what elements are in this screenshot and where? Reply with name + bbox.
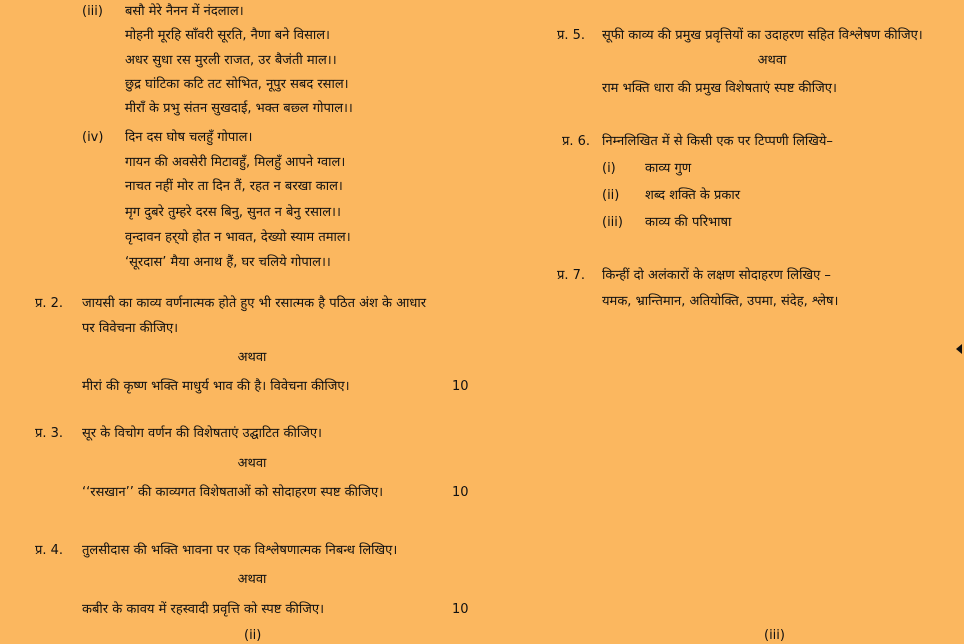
- q6-item-text-1: काव्य गुण: [645, 161, 692, 176]
- q1-iv-line-1: दिन दस घोष चलहुँ गोपाल।: [125, 130, 253, 145]
- q1-iv-line-4: मृग दुबरे तुम्हरे दरस बिनु, सुनत न बेनु रसाल।।: [125, 205, 341, 220]
- q1-iv-line-6: ‘सूरदास’ मैया अनाथ हैं, घर चलिये गोपाल।।: [125, 255, 331, 270]
- caret-left-icon: [955, 344, 963, 354]
- q3-question: सूर के विचोग वर्णन की विशेषताएं उद्घाटित कीजिए।: [82, 426, 322, 441]
- q3-number: प्र. 3.: [35, 426, 64, 441]
- q1-iii-label: (iii): [82, 4, 103, 19]
- q2-number: प्र. 2.: [35, 296, 64, 311]
- footer-marker-right: (iii): [764, 628, 785, 643]
- q2-alternative: मीरां की कृष्ण भक्ति माधुर्य भाव की है। विवेचना कीजिए।: [82, 379, 350, 394]
- q4-or: अथवा: [237, 572, 267, 587]
- q1-iii-line-5: मीराँ के प्रभु संतन सुखदाई, भक्त बछ्ल गोपाल।।: [125, 101, 353, 116]
- q6-item-label-2: (ii): [602, 188, 620, 203]
- footer-marker-left: (ii): [244, 628, 262, 643]
- q6-item-label-3: (iii): [602, 215, 623, 230]
- q4-alternative: कबीर के कावय में रहस्वादी प्रवृत्ति को स्पष्ट कीजिए।: [82, 602, 325, 617]
- q1-iv-label: (iv): [82, 130, 104, 145]
- q3-marks: 10: [452, 485, 469, 500]
- q1-iv-line-2: गायन की अवसेरी मिटावहुँ, मिलहुँ आपने ग्वाल।: [125, 155, 346, 170]
- q6-number: प्र. 6.: [562, 134, 591, 149]
- q6-item-text-2: शब्द शक्ति के प्रकार: [645, 188, 741, 203]
- q5-number: प्र. 5.: [557, 28, 586, 43]
- q1-iii-line-3: अधर सुधा रस मुरली राजत, उर बैजंती माल।।: [125, 53, 337, 68]
- q2-question-line-2: पर विवेचना कीजिए।: [82, 321, 179, 336]
- q1-iv-line-5: वृन्दावन हर्‌यो होत न भावत, देख्यो स्याम तमाल।: [125, 230, 351, 245]
- q1-iii-line-1: बसौ मेरे नैनन में नंदलाल।: [125, 4, 244, 19]
- q1-iv-line-3: नाचत नहीं मोर ता दिन तैं, रहत न बरखा काल।: [125, 179, 343, 194]
- q7-number: प्र. 7.: [557, 268, 586, 283]
- q5-question: सूफी काव्य की प्रमुख प्रवृत्तियों का उदाहरण सहित विश्लेषण कीजिए।: [602, 28, 923, 43]
- q2-question-line-1: जायसी का काव्य वर्णनात्मक होते हुए भी रसात्मक है पठित अंश के आधार: [82, 296, 427, 311]
- q6-item-label-1: (i): [602, 161, 616, 176]
- q4-marks: 10: [452, 602, 469, 617]
- q2-marks: 10: [452, 379, 469, 394]
- q3-or: अथवा: [237, 456, 267, 471]
- q2-or: अथवा: [237, 350, 267, 365]
- q5-alternative: राम भक्ति धारा की प्रमुख विशेषताएं स्पष्ट कीजिए।: [602, 81, 837, 96]
- q1-iii-line-4: छुद्र घांटिका कटि तट सोभित, नूपुर सबद रसाल।: [125, 77, 349, 92]
- q4-question: तुलसीदास की भक्ति भावना पर एक विश्लेषणात्मक निबन्ध लिखिए।: [82, 543, 398, 558]
- q7-question-line-1: किन्हीं दो अलंकारों के लक्षण सोदाहरण लिखिए –: [602, 268, 831, 283]
- q5-or: अथवा: [757, 53, 787, 68]
- q7-question-line-2: यमक, भ्रान्तिमान, अतियोक्ति, उपमा, संदेह, श्लेष।: [602, 294, 839, 309]
- q1-iii-line-2: मोहनी मूरहि साँवरी सूरति, नैणा बने विसाल।: [125, 28, 330, 43]
- q4-number: प्र. 4.: [35, 543, 64, 558]
- q6-question: निम्नलिखित में से किसी एक पर टिप्पणी लिखिये–: [602, 134, 833, 149]
- q3-alternative: ‘‘रसखान’’ की काव्यगत विशेषताओं को सोदाहरण स्पष्ट कीजिए।: [82, 485, 384, 500]
- q6-item-text-3: काव्य की परिभाषा: [645, 215, 732, 230]
